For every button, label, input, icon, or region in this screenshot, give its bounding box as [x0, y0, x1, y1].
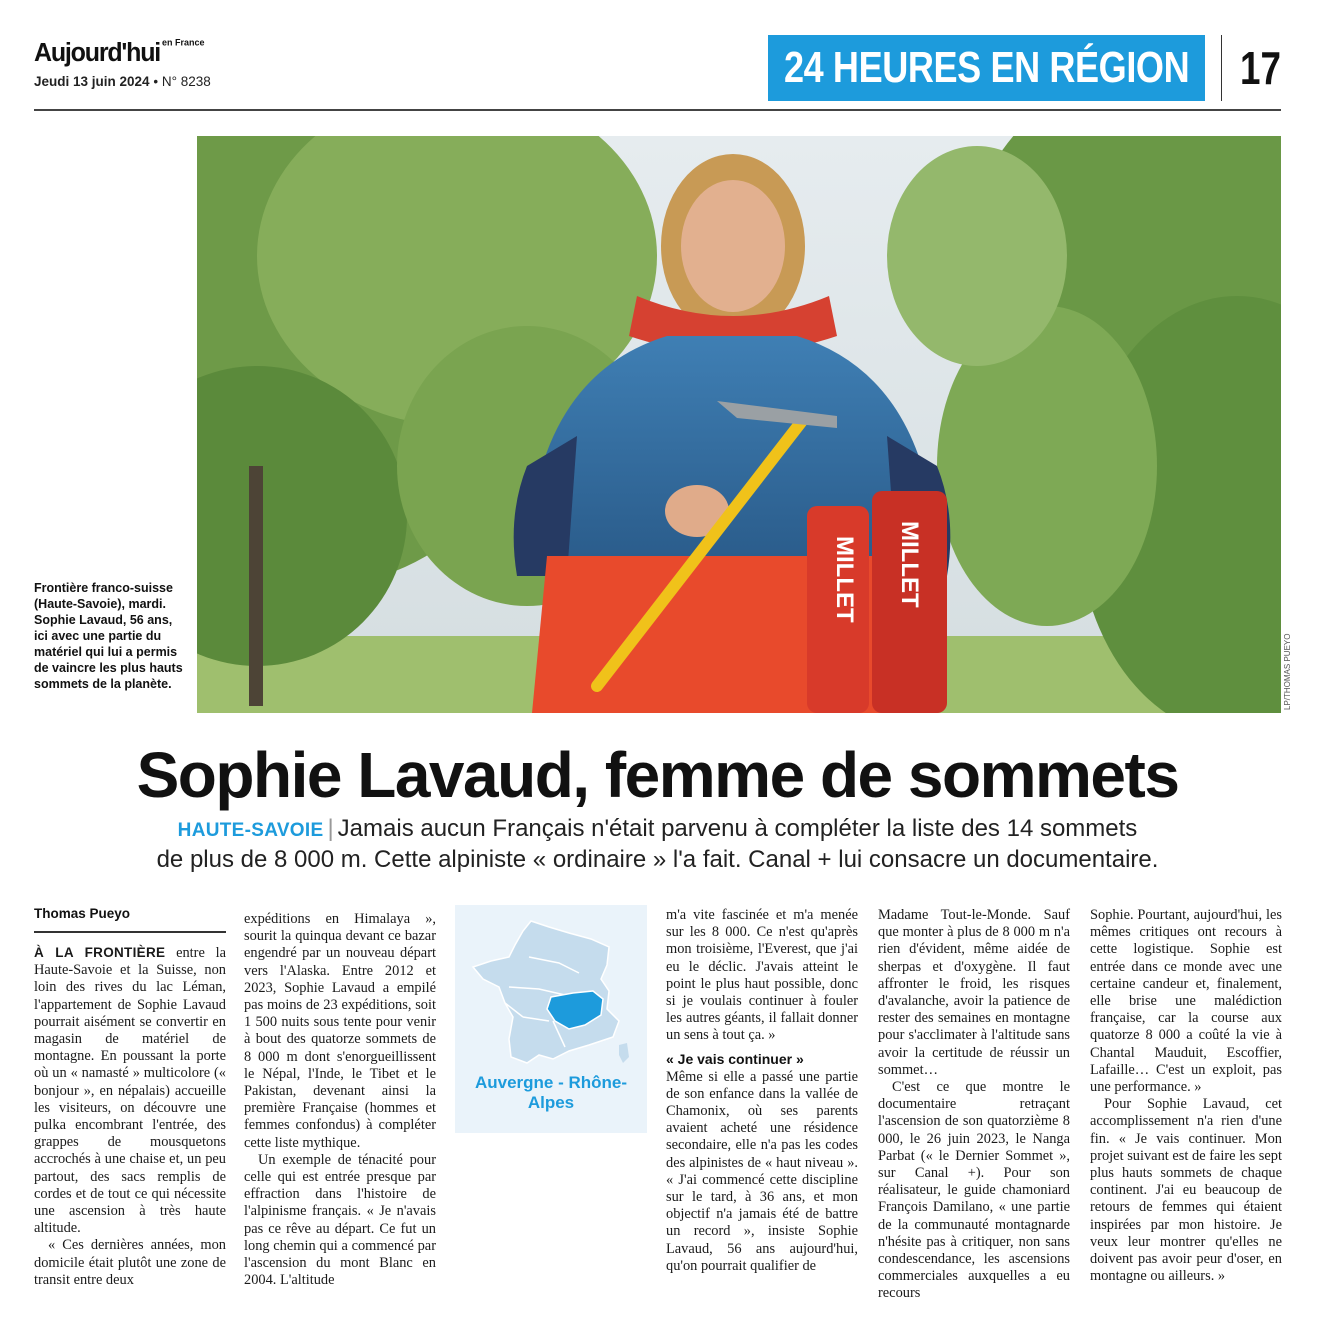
paragraph: Pour Sophie Lavaud, cet accomplissement n'a rien d'une fin. « Je vais continuer. Mon projet suivant est de faire les sept plus hauts sommets de chaque continent. J'ai eu beaucoup de retours de femmes qui étaient inspirées par mon histoire. Je veux leur montrer qu'elles ne doivent pas avoir peur d'oser, en montagne ou ailleurs. »: [1090, 1096, 1282, 1285]
logo-superscript: en France: [162, 36, 205, 48]
location-tag: HAUTE-SAVOIE: [177, 820, 324, 841]
country-shape: [473, 921, 619, 1063]
lead-in: À LA FRONTIÈRE: [34, 945, 166, 960]
bag-brand-text: MILLET: [896, 521, 923, 608]
region-map-box: [455, 905, 647, 1133]
paragraph: m'a vite fascinée et m'a menée sur les 8 000. Ce n'est qu'après mon troisième, l'Everest, que j'ai eu le déclic. J'avais atteint le point le plus haut possible, donc si je voulais continuer à fouler les autres géants, il fallait donner un sens à tout ça. »: [666, 907, 858, 1044]
article-headline: Sophie Lavaud, femme de sommets: [136, 739, 1179, 811]
dateline: Jeudi 13 juin 2024 • N° 8238: [34, 74, 211, 89]
article-column-4: [666, 907, 858, 1275]
issue-date: Jeudi 13 juin 2024: [34, 74, 150, 89]
paragraph: Madame Tout-le-Monde. Sauf que monter à plus de 8 000 m n'a rien d'évident, même aidée de sherpas et d'oxygène. Il faut affronter le froid, les risques d'avalanche, avoir la patience de rester des semaines en montagne pour s'acclimater à l'altitude sans avoir la certitude de réussir un sommet…: [878, 907, 1070, 1078]
header-rule: [34, 109, 1281, 111]
byline: Thomas Pueyo: [34, 906, 131, 921]
france-map: [469, 917, 633, 1067]
article-column-2: [244, 911, 436, 1289]
article-column-1: À LA FRONTIÈRE entre la Haute-Savoie et la Suisse, non loin des rives du lac Léman, l'appartement de Sophie Lavaud pourrait aisément se convertir en magasin de matériel de montagne. En poussant la porte où un « namasté » multicolore (« bonjour », en népalais) accueille les visiteurs, on découvre une pulka encombrant l'entrée, des grappes de mousquetons accrochés à une chaise et, un peu partout, des sacs remplis de cordes et de tout ce qui nécessite une ascension à très haute altitude. « Ces dernières années, mon domicile était plutôt une zone de transit entre deux: [34, 945, 227, 1288]
region-label: Auvergne - Rhône-Alpes: [474, 1073, 628, 1112]
paragraph: expéditions en Himalaya », sourit la quinqua devant ce bazar engendré par un nouveau départ vers l'Alaska. Entre 2012 et 2023, Sophie Lavaud a empilé pas moins de 23 expéditions, soit 1 500 nuits sous tente pour venir à bout des quatorze sommets de 8 000 m dont s'enorgueillissent le Népal, l'Inde, le Tibet et le Pakistan, devenant ainsi la première Française (hommes et femmes confondus) à compléter cette liste mythique.: [244, 911, 436, 1151]
paragraph: Sophie. Pourtant, aujourd'hui, les mêmes critiques ont recours à cette logistique. Sophie est entrée dans ce monde avec une certaine candeur et, finalement, elle brise une malédiction française, car la course aux quatorze 8 000 a coûté la vie à Chantal Mauduit, Escoffier, Lafaille… C'est un exploit, pas une performance. »: [1090, 907, 1282, 1096]
article-photo: [197, 136, 1281, 713]
bag-brand-text: MILLET: [831, 536, 858, 623]
section-banner: 24 HEURES EN RÉGION: [768, 35, 1205, 101]
article-deck: HAUTE-SAVOIE | Jamais aucun Français n'était parvenu à compléter la liste des 14 sommets de plus de 8 000 m. Cette alpiniste « ordinaire » l'a fait. Canal + lui consacre un documentaire.: [156, 815, 1159, 873]
article-column-6: [1090, 907, 1282, 1285]
photo-caption: Frontière franco-suisse (Haute-Savoie), mardi. Sophie Lavaud, 56 ans, ici avec une partie du matériel qui lui a permis de vaincre les plus hauts sommets de la planète.: [34, 581, 183, 691]
issue-number: N° 8238: [161, 74, 211, 89]
paragraph: « Ces dernières années, mon domicile était plutôt une zone de transit entre deux: [34, 1237, 226, 1288]
byline-rule: [34, 931, 226, 933]
paragraph: Même si elle a passé une partie de son enfance dans la vallée de Chamonix, où ses parents avaient acheté une résidence secondaire, elle n'a pas les codes des alpinistes de « haut niveau ». « J'ai commencé cette discipline sur le tard, à 36 ans, et mon objectif n'a jamais été de battre un record », insiste Sophie Lavaud, 56 ans aujourd'hui, qu'on pourrait qualifier de: [666, 1068, 858, 1274]
paragraph: Un exemple de ténacité pour celle qui est entrée presque par effraction dans l'histoire de l'alpinisme français. « Je n'avais pas ce rêve au départ. Ce fut un long chemin qui a commencé par l'ascension du mont Blanc en 2004. L'altitude: [244, 1151, 436, 1289]
paragraph: C'est ce que montre le documentaire retraçant l'ascension de son quatorzième 8 000, le 26 juin 2023, le Nanga Parbat (« le Dernier Sommet », sur Canal +). Pour son réalisateur, le guide chamoniard François Damilano, « une partie de la communauté montagnarde n'hésite pas à critiquer, non sans condescendance, les ascensions commerciales auxquelles a eu recours: [878, 1079, 1070, 1302]
photo-credit: LP/THOMAS PUEYO: [1283, 633, 1292, 710]
header-divider: [1221, 35, 1222, 101]
newspaper-logo: Aujourd'hui en France: [34, 36, 205, 68]
subhead: « Je vais continuer »: [666, 1050, 804, 1067]
masthead: [34, 38, 211, 89]
article-column-5: [878, 907, 1070, 1303]
page-number: 17: [1240, 42, 1281, 94]
corsica-shape: [619, 1043, 629, 1063]
